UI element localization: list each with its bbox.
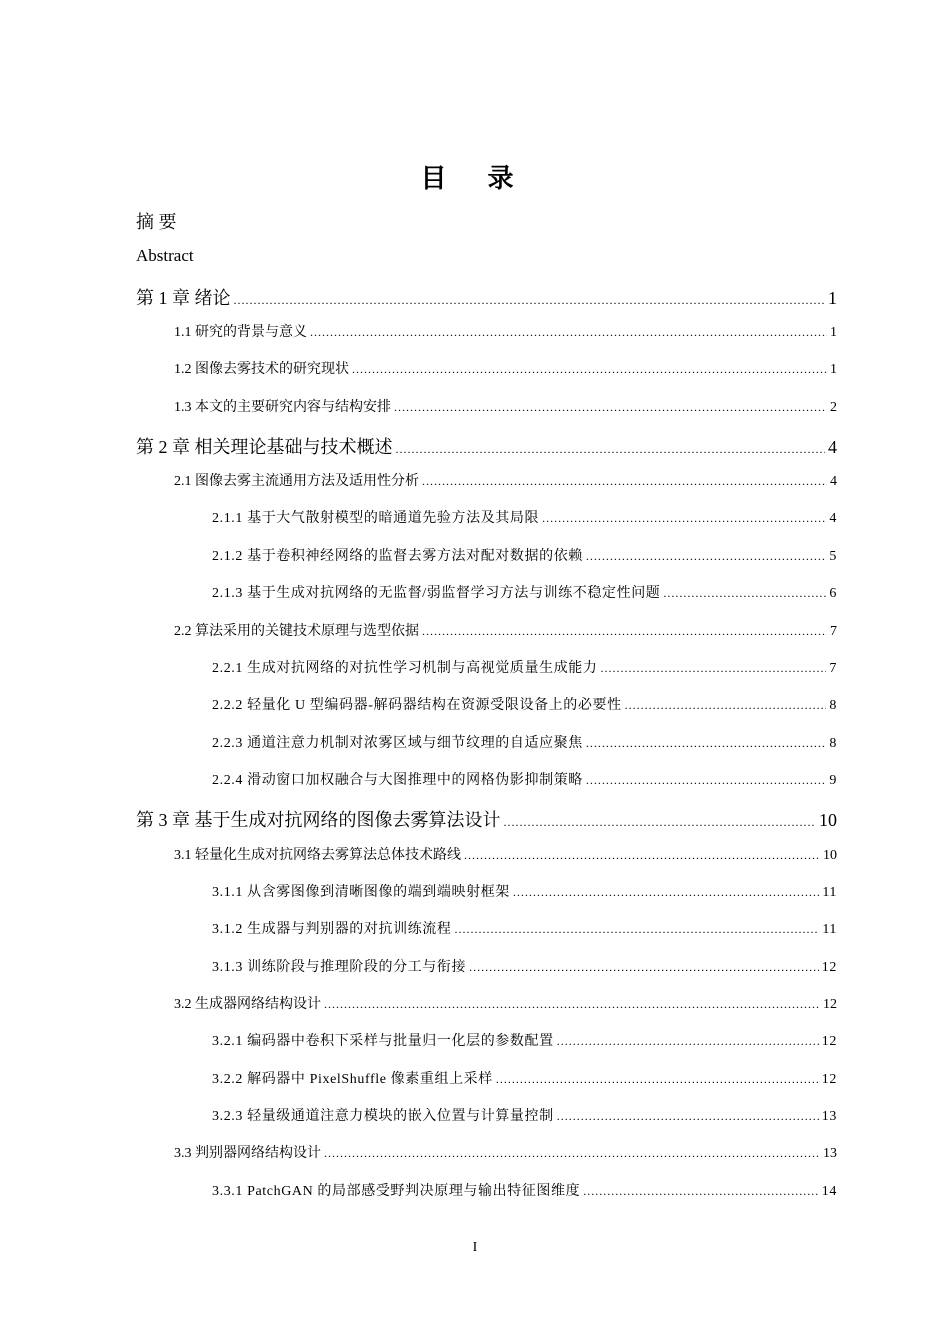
dot-leader	[464, 848, 820, 863]
dot-leader	[542, 511, 826, 526]
toc-entry-label: 2.2.4 滑动窗口加权融合与大图推理中的网格伪影抑制策略	[212, 773, 583, 788]
toc-entry-page: 4	[829, 511, 837, 526]
toc-entry-page: 12	[821, 1072, 837, 1087]
toc-entry-page: 4	[828, 437, 837, 457]
toc-entry[interactable]	[136, 433, 837, 459]
toc-entry-page: 5	[829, 549, 837, 564]
toc-entry[interactable]	[174, 993, 837, 1013]
toc-entry-label: 3.2.2 解码器中 PixelShuffle 像素重组上采样	[212, 1072, 493, 1087]
toc-entry-page: 1	[830, 362, 837, 377]
toc-entry-label: 2.1 图像去雾主流通用方法及适用性分析	[174, 474, 419, 489]
toc-entry-label: 2.2.2 轻量化 U 型编码器-解码器结构在资源受限设备上的必要性	[212, 698, 622, 713]
toc-entry-label: 第 2 章 相关理论基础与技术概述	[136, 437, 393, 457]
toc-entry-label: 3.1.3 训练阶段与推理阶段的分工与衔接	[212, 960, 467, 975]
toc-entry[interactable]	[212, 1030, 837, 1050]
toc-entry-label: 2.2.1 生成对抗网络的对抗性学习机制与高视觉质量生成能力	[212, 661, 598, 676]
toc-entry[interactable]	[212, 582, 837, 602]
toc-entry[interactable]	[212, 918, 837, 938]
toc-entry-page: 9	[829, 773, 837, 788]
toc-abstract-en[interactable]: Abstract	[136, 246, 194, 265]
toc-entry-page: 7	[830, 624, 837, 639]
dot-leader	[396, 442, 826, 457]
dot-leader	[583, 1184, 819, 1199]
dot-leader	[234, 293, 826, 308]
dot-leader	[586, 773, 826, 788]
toc-entry-page: 4	[830, 474, 837, 489]
toc-entry-page: 11	[822, 922, 837, 937]
toc-entry[interactable]	[174, 358, 837, 378]
toc-entry-label: 1.3 本文的主要研究内容与结构安排	[174, 400, 391, 415]
dot-leader	[557, 1109, 819, 1124]
toc-entry[interactable]	[174, 470, 837, 490]
dot-leader	[586, 736, 826, 751]
toc-entry-label: 1.1 研究的背景与意义	[174, 325, 307, 340]
dot-leader	[422, 474, 827, 489]
dot-leader	[394, 400, 827, 415]
toc-entry-label: 2.1.3 基于生成对抗网络的无监督/弱监督学习方法与训练不稳定性问题	[212, 586, 661, 601]
toc-entry-label: 2.1.1 基于大气散射模型的暗通道先验方法及其局限	[212, 511, 540, 526]
toc-entry-label: 第 3 章 基于生成对抗网络的图像去雾算法设计	[136, 810, 501, 830]
toc-entry-label: 3.1.2 生成器与判别器的对抗训练流程	[212, 922, 452, 937]
toc-entry-label: 2.2 算法采用的关键技术原理与选型依据	[174, 624, 419, 639]
toc-entry-label: 3.2.3 轻量级通道注意力模块的嵌入位置与计算量控制	[212, 1109, 554, 1124]
toc-entry[interactable]	[212, 1068, 837, 1088]
toc-entry-label: 2.2.3 通道注意力机制对浓雾区域与细节纹理的自适应聚焦	[212, 736, 583, 751]
toc-entry-page: 10	[819, 810, 837, 830]
toc-entry[interactable]	[212, 694, 837, 714]
toc-entry-label: 1.2 图像去雾技术的研究现状	[174, 362, 349, 377]
toc-entry[interactable]	[136, 284, 837, 310]
toc-entry[interactable]	[212, 1180, 837, 1200]
toc-entry-label: 3.2 生成器网络结构设计	[174, 997, 321, 1012]
toc-entry-page: 12	[821, 1034, 837, 1049]
toc-entry[interactable]	[174, 620, 837, 640]
page-title: 目 录	[420, 164, 530, 194]
toc-entry-page: 13	[823, 1146, 837, 1161]
dot-leader	[496, 1072, 819, 1087]
toc-entry[interactable]	[174, 844, 837, 864]
toc-entry[interactable]	[136, 806, 837, 832]
toc-entry-page: 7	[829, 661, 837, 676]
dot-leader	[455, 922, 820, 937]
toc-entry[interactable]	[212, 881, 837, 901]
toc-entry-page: 2	[830, 400, 837, 415]
dot-leader	[504, 815, 817, 830]
dot-leader	[513, 885, 819, 900]
toc-entry-page: 8	[829, 736, 837, 751]
dot-leader	[352, 362, 827, 377]
dot-leader	[324, 1146, 820, 1161]
page-number: I	[472, 1240, 478, 1255]
toc-entry-page: 8	[829, 698, 837, 713]
toc-entry[interactable]	[212, 769, 837, 789]
toc-entry-label: 3.3 判别器网络结构设计	[174, 1146, 321, 1161]
toc-entry-page: 10	[823, 848, 837, 863]
toc-entry-page: 13	[821, 1109, 837, 1124]
toc-entry-label: 第 1 章 绪论	[136, 288, 231, 308]
toc-entry[interactable]	[174, 1142, 837, 1162]
toc-entry[interactable]	[212, 1105, 837, 1125]
toc-entry-page: 1	[830, 325, 837, 340]
dot-leader	[422, 624, 827, 639]
toc-entry[interactable]	[212, 545, 837, 565]
toc-abstract-cn[interactable]: 摘 要	[136, 212, 177, 232]
toc-entry-label: 3.1 轻量化生成对抗网络去雾算法总体技术路线	[174, 848, 461, 863]
toc-entry-page: 12	[823, 997, 837, 1012]
dot-leader	[557, 1034, 819, 1049]
toc-entry-page: 14	[821, 1184, 837, 1199]
dot-leader	[663, 586, 826, 601]
toc-entry[interactable]	[212, 956, 837, 976]
toc-entry[interactable]	[174, 321, 837, 341]
dot-leader	[601, 661, 827, 676]
dot-leader	[324, 997, 820, 1012]
toc-entry-label: 3.1.1 从含雾图像到清晰图像的端到端映射框架	[212, 885, 510, 900]
toc-entry-page: 12	[821, 960, 837, 975]
toc-entry-label: 3.3.1 PatchGAN 的局部感受野判决原理与输出特征图维度	[212, 1184, 581, 1199]
toc-entry-page: 6	[829, 586, 837, 601]
dot-leader	[310, 325, 827, 340]
dot-leader	[469, 960, 819, 975]
toc-entry[interactable]	[212, 732, 837, 752]
dot-leader	[625, 698, 827, 713]
toc-entry-label: 3.2.1 编码器中卷积下采样与批量归一化层的参数配置	[212, 1034, 554, 1049]
toc-entry-label: 2.1.2 基于卷积神经网络的监督去雾方法对配对数据的依赖	[212, 549, 583, 564]
toc-entry[interactable]	[212, 657, 837, 677]
toc-entry-page: 11	[822, 885, 837, 900]
toc-entry[interactable]	[174, 396, 837, 416]
toc-entry-page: 1	[828, 288, 837, 308]
toc-entry[interactable]	[212, 507, 837, 527]
dot-leader	[586, 549, 826, 564]
